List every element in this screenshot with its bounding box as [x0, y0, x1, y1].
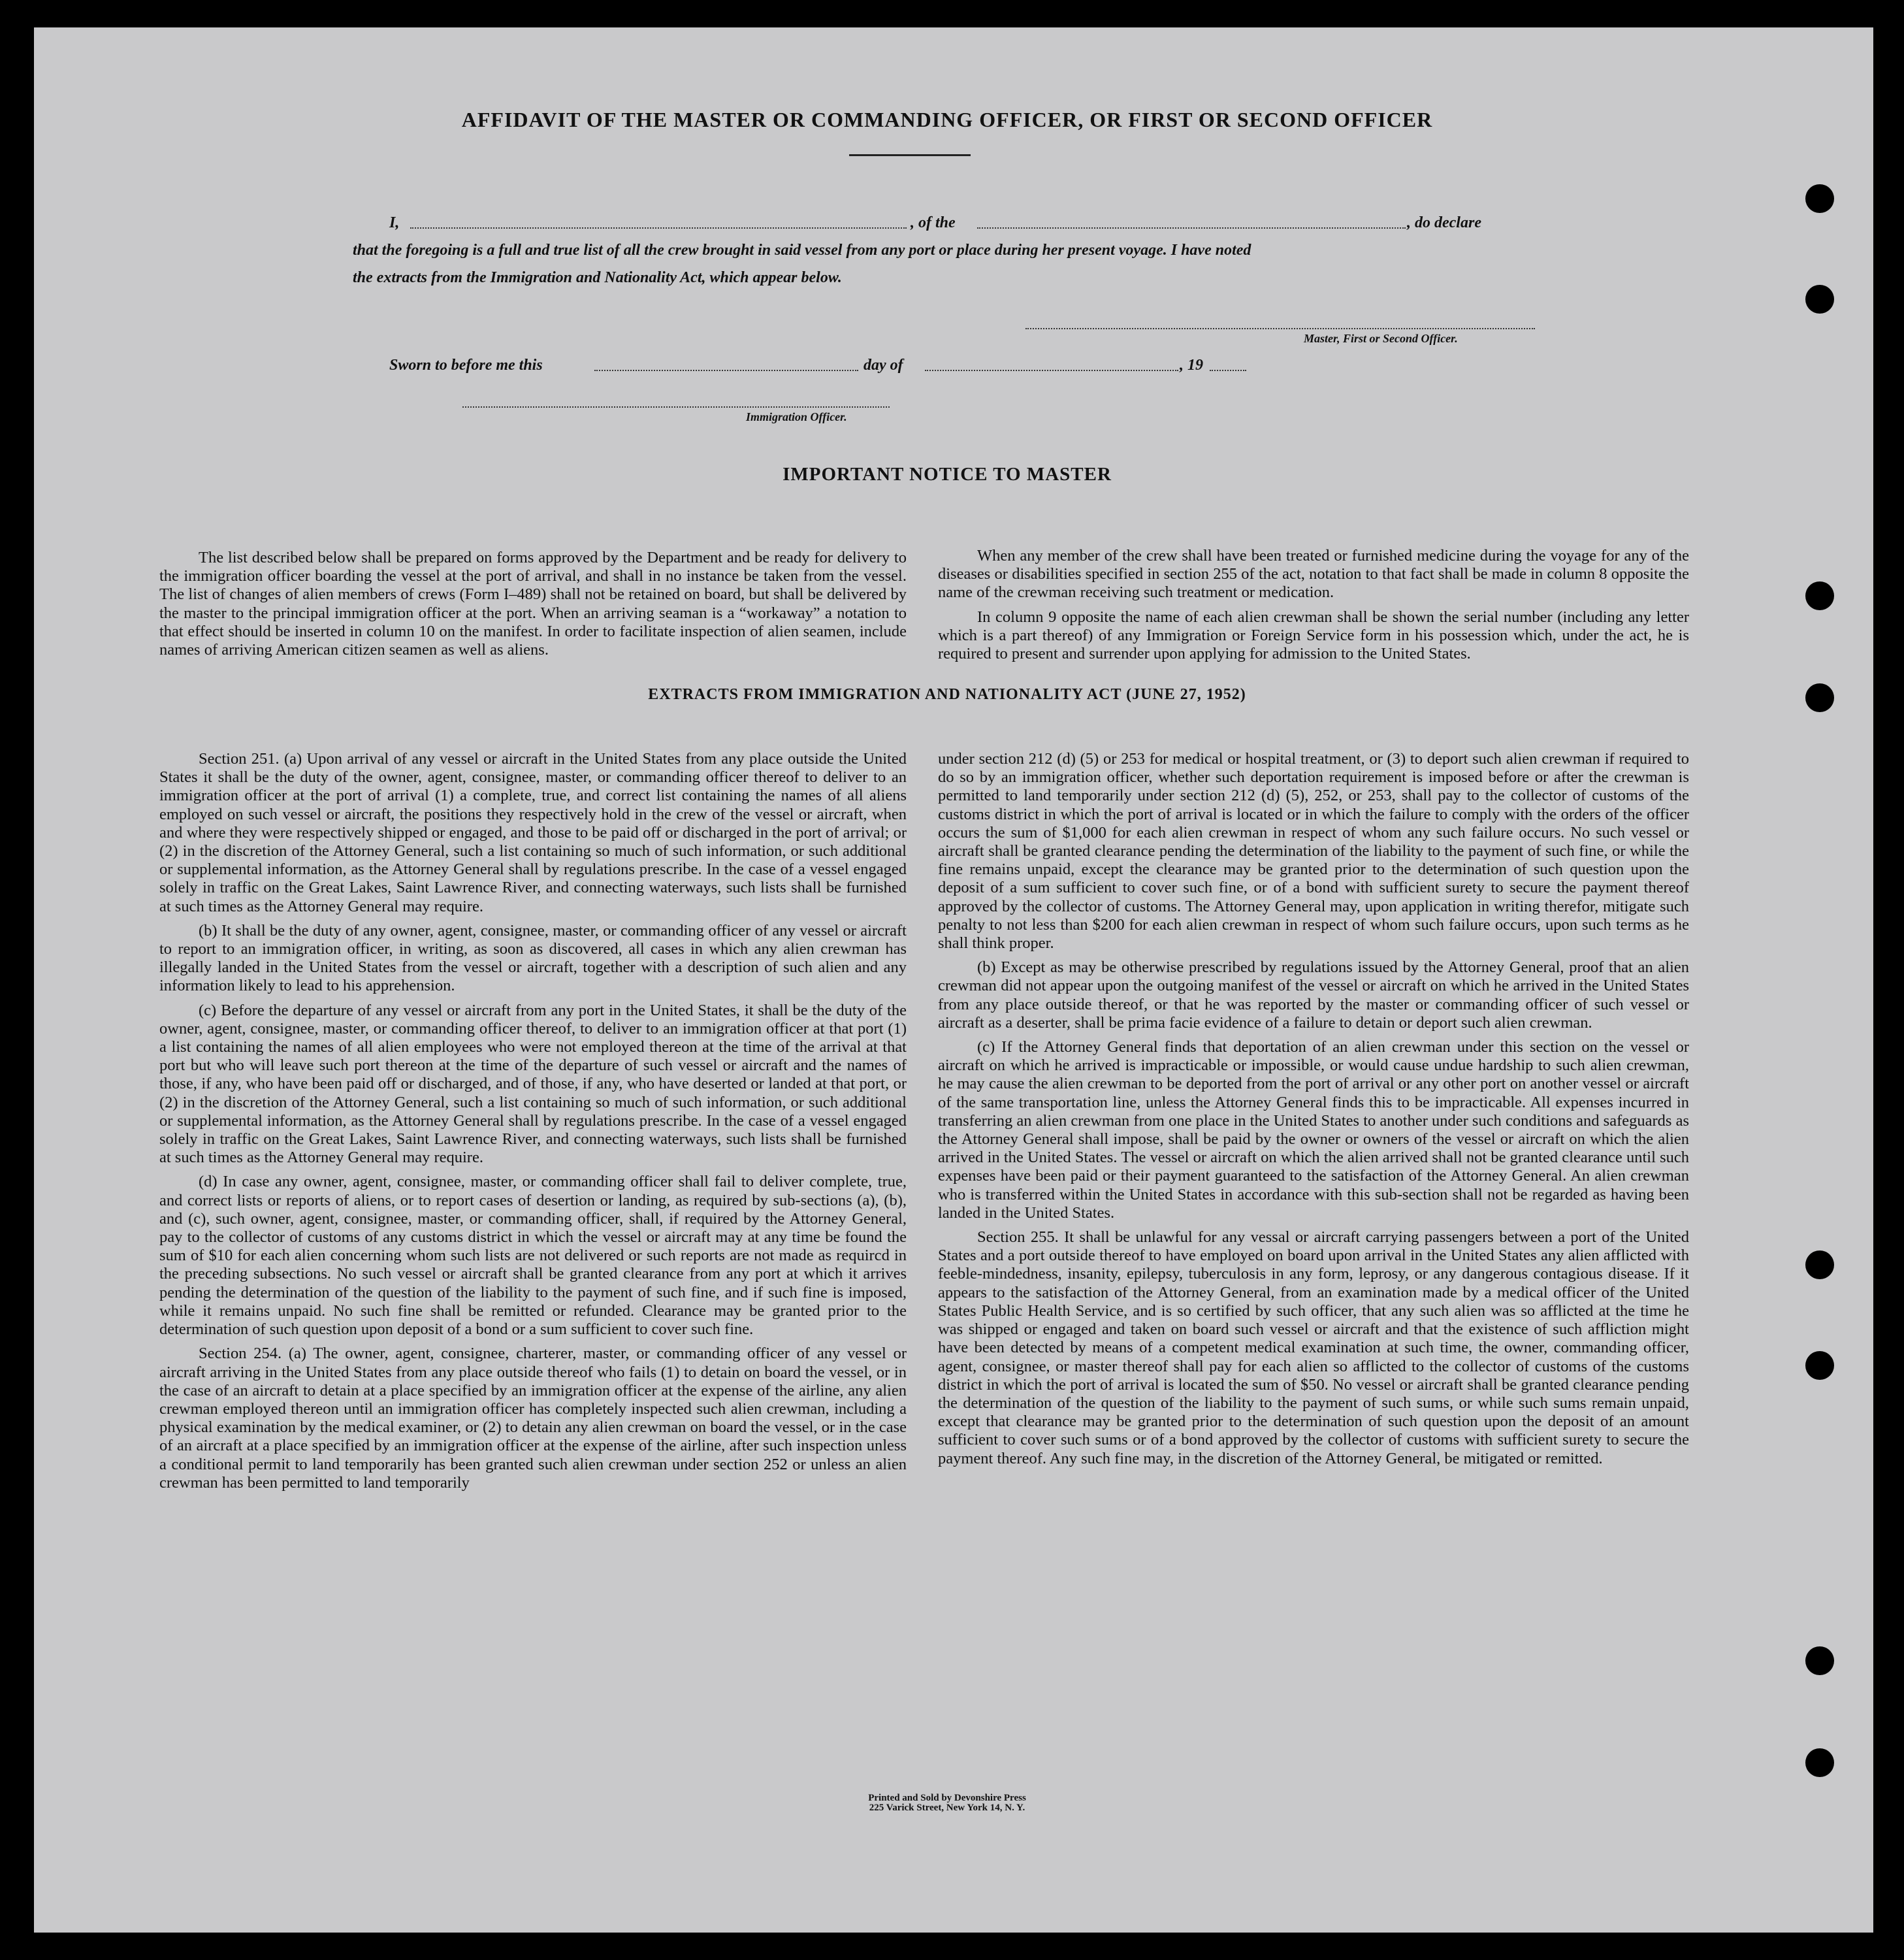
printer-name: Printed and Sold by Devonshire Press: [868, 1793, 1026, 1803]
printer-address: 225 Varick Street, New York 14, N. Y.: [869, 1803, 1025, 1813]
notice-title: IMPORTANT NOTICE TO MASTER: [783, 464, 1112, 485]
notice-right-column: [938, 547, 1689, 669]
section-251-d: (d) In case any owner, agent, consignee, master, or commanding officer shall fail to deliver complete, true, and correct lists or reports of aliens, or to report cases of desertion or landing, as required by sub-sections (a), (b), and (c), such owner, agent, consignee, master, or commanding officer, shall, if required by the Attorney General, pay to the collector of customs of any customs district in which the vessel or aircraft may at any time be found the sum of $10 for each alien concerning whom such lists are not delivered or such reports are not made as requircd in the preceding subsections. No such vessel or aircraft shall be granted clearance from any port at which it arrives pending the determination of the question of the liability to the payment of such fine, and if such fine is imposed, while it remains unpaid. No such fine shall be remitted or refunded. Clearance may be granted prior to the determination of such question upon deposit of a bond or a sum sufficient to cover such fine.: [159, 1173, 907, 1339]
section-254-c: (c) If the Attorney General finds that deportation of an alien crewman under this section on the vessel or aircraft on which he arrived is impracticable or impossible, or would cause undue hardship to such alien crewman, he may cause the alien crewman to be deported from the port of arrival or any other port on another vessel or aircraft of the same transportation line, unless the Attorney General finds this to be impracticable. All expenses incurred in transferring an alien crewman from one place in the United States to another under such conditions and safeguards as the Attorney General shall impose, shall be paid by the owner or owners of the vessel or aircraft on which the alien arrived in the United States. The vessel or aircraft on which the alien arrived shall not be granted clearance until such expenses have been paid or their payment guaranteed to the satisfaction of the Attorney General. An alien crewman who is transferred within the United States in accordance with this sub-section shall not be regarded as having been landed in the United States.: [938, 1038, 1689, 1222]
sworn-year-field[interactable]: [1210, 370, 1246, 371]
punch-hole: [1805, 1351, 1834, 1380]
declare-label: , do declare: [1407, 214, 1481, 231]
punch-hole: [1805, 184, 1834, 213]
section-251-a: Section 251. (a) Upon arrival of any vessel or aircraft in the United States from any place outside the United States it shall be the duty of the owner, agent, consignee, master, or commanding officer thereof to deliver to an immigration officer at the port of arrival (1) a complete, true, and correct list containing the names of all aliens employed on such vessel or aircraft, the positions they respectively hold in the crew of the vessel or aircraft, when and where they were respectively shipped or engaged, and those to be paid off or discharged in the port of arrival; or (2) in the discretion of the Attorney General, such a list containing so much of such information, or such additional or supplemental information, as the Attorney General shall by regulations prescribe. In the case of a vessel engaged solely in traffic on the Great Lakes, Saint Lawrence River, and connecting waterways, such lists shall be furnished at such times as the Attorney General may require.: [159, 750, 907, 915]
section-255: Section 255. It shall be unlawful for any vessal or aircraft carrying passengers between a port of the United States and a port outside thereof to have employed on board upon arrival in the United States any alien afflicted with feeble-mindedness, insanity, epilepsy, tuberculosis in any form, leprosy, or any dangerous contagious disease. If it appears to the satisfaction of the Attorney General, from an examination made by a medical officer of the United States Public Health Service, and is so certified by such officer, that any such alien was so afflicted at the time he was shipped or engaged and taken on board such vessel or aircraft and that the existence of such affliction might have been detected by means of a competent medical examination at such time, the owner, commanding officer, agent, consignee, or master thereof shall pay for each alien so afflicted to the collector of customs of the customs district in which the port of arrival is located the sum of $50. No vessel or aircraft shall be granted clearance pending the determination of the question of the liability to the payment of such sums, or while such sums remain unpaid, except that clearance may be granted prior to the determination of such question upon the deposit of an amount sufficient to cover such sums or of a bond approved by the collector of customs with sufficient surety to secure the payment thereof. Any such fine may, in the discretion of the Attorney General, be mitigated or remitted.: [938, 1228, 1689, 1467]
printer-imprint: [718, 1793, 1176, 1813]
officer-signature-field[interactable]: [462, 406, 890, 408]
declaration-text-line-2: that the foregoing is a full and true list of all the crew brought in said vessel from any port or place during her present voyage. I have noted: [353, 242, 1251, 259]
day-of-label: day of: [863, 357, 903, 374]
notice-right-paragraph-1: When any member of the crew shall have been treated or furnished medicine during the voyage for any of the diseases or disabilities specified in section 255 of the act, notation to that fact shall be made in column 8 opposite the name of the crewman receiving such treatment or medication.: [938, 547, 1689, 602]
punch-hole: [1805, 285, 1834, 314]
affidavit-title: AFFIDAVIT OF THE MASTER OR COMMANDING OFFICER, OR FIRST OR SECOND OFFICER: [461, 108, 1433, 131]
sworn-day-field[interactable]: [594, 370, 858, 371]
declarant-label: I,: [389, 214, 400, 231]
declarant-name-field[interactable]: [410, 227, 907, 229]
notice-left-column: [159, 549, 907, 665]
section-254-a: Section 254. (a) The owner, agent, consignee, charterer, master, or commanding officer of any vessel or aircraft arriving in the United States from any place outside thereof who fails (1) to detain on board the vessel, or in the case of an aircraft to detain at a place specified by an immigration officer at the expense of the airline, any alien crewman employed thereon until an immigration officer has completely inspected such alien crewman, including a physical examination by the medical examiner, or (2) to detain any alien crewman on board the vessel, or in the case of an aircraft at a place specified by an immigration officer at the expense of the airline, after such inspection unless a conditional permit to land temporarily has been granted such alien crewman under section 252 or unless an alien crewman has been permitted to land temporarily: [159, 1345, 907, 1492]
punch-hole: [1805, 1250, 1834, 1279]
master-signature-field[interactable]: [1025, 328, 1535, 329]
section-254-b: (b) Except as may be otherwise prescribed by regulations issued by the Attorney General, proof that an alien crewman did not appear upon the outgoing manifest of the vessel or aircraft on which he arrived in the United States from any place outside thereof, or that he was reported by the master or commanding officer of such vessel or aircraft as a deserter, shall be prima facie evidence of a failure to detain or deport such alien crewman.: [938, 958, 1689, 1032]
officer-signature-label: Immigration Officer.: [746, 410, 847, 423]
vessel-name-field[interactable]: [977, 227, 1406, 229]
year-label: , 19: [1180, 357, 1203, 374]
extracts-right-column: [938, 750, 1689, 1474]
notice-left-paragraph: The list described below shall be prepared on forms approved by the Department and be ready for delivery to the immigration officer boarding the vessel at the port of arrival, and shall in no instance be taken from the vessel. The list of changes of alien members of crews (Form I–489) shall not be retained on board, but shall be delivered by the master to the principal immigration officer at the port. When an arriving seaman is a “workaway” a notation to that effect should be inserted in column 10 on the manifest. In order to facilitate inspection of alien seamen, include names of arriving American citizen seamen as well as aliens.: [159, 549, 907, 659]
punch-hole: [1805, 683, 1834, 712]
notice-right-paragraph-2: In column 9 opposite the name of each alien crewman shall be shown the serial number (including any letter which is a part thereof) of any Immigration or Foreign Service form in his possession which, under the act, he is required to present and surrender upon applying for admission to the United States.: [938, 608, 1689, 663]
master-signature-label: Master, First or Second Officer.: [1304, 332, 1458, 345]
section-254-a-continued: under section 212 (d) (5) or 253 for medical or hospital treatment, or (3) to deport such alien crewman if required to do so by an immigration officer, whether such deportation requirement is imposed before or after the crewman is permitted to land temporarily under section 212 (d) (5), 252, or 253, shall pay to the collector of customs of the customs district in which the port of arrival is located or in which the failure to comply with the orders of the officer occurs the sum of $1,000 for each alien crewman in respect of whom any such failure occurs. No such vessel or aircraft shall be granted clearance pending the determination of the liability to the payment of such fine, or while the fine remains unpaid, except the clearance may be granted prior to the determination of such question upon the deposit of a sum sufficient to cover such fine, or of a bond with sufficient surety to secure the payment thereof approved by the collector of customs. The Attorney General may, upon application in writing therefor, mitigate such penalty to not less than $200 for each alien crewman in respect of whom such failure occurs, upon such terms as he shall think proper.: [938, 750, 1689, 953]
section-251-c: (c) Before the departure of any vessel or aircraft from any port in the United States, it shall be the duty of the owner, agent, consignee, master, or commanding officer thereof, to deliver to an immigration officer at that port (1) a list containing the names of all alien employees who were not employed thereon at the time of the arrival at that port but who will leave such port thereon at the time of the departure of such vessel or aircraft and the names of those, if any, who have been paid off or discharged, and of those, if any, who have deserted or landed at that port, or (2) in the discretion of the Attorney General, such a list containing so much of such information, or such additional or supplemental information, as the Attorney General shall by regulations prescribe. In the case of a vessel engaged solely in traffic on the Great Lakes, Saint Lawrence River, and connecting waterways, such lists shall be furnished at such times as the Attorney General may require.: [159, 1001, 907, 1167]
sworn-label: Sworn to before me this: [389, 357, 543, 374]
punch-hole: [1805, 1646, 1834, 1675]
sworn-month-field[interactable]: [925, 370, 1178, 371]
extracts-title: EXTRACTS FROM IMMIGRATION AND NATIONALITY ACT (JUNE 27, 1952): [648, 686, 1246, 703]
punch-hole: [1805, 1748, 1834, 1777]
title-rule: [849, 154, 971, 156]
punch-hole: [1805, 581, 1834, 610]
declaration-text-line-3: the extracts from the Immigration and Nationality Act, which appear below.: [353, 269, 842, 286]
section-251-b: (b) It shall be the duty of any owner, agent, consignee, master, or commanding officer of any vessel or aircraft to report to an immigration officer, in writing, as soon as discovered, all cases in which any alien crewman has illegally landed in the United States from the vessel or aircraft, together with a description of such alien and any information likely to lead to his apprehension.: [159, 921, 907, 995]
vessel-label: , of the: [911, 214, 956, 231]
extracts-left-column: [159, 750, 907, 1498]
